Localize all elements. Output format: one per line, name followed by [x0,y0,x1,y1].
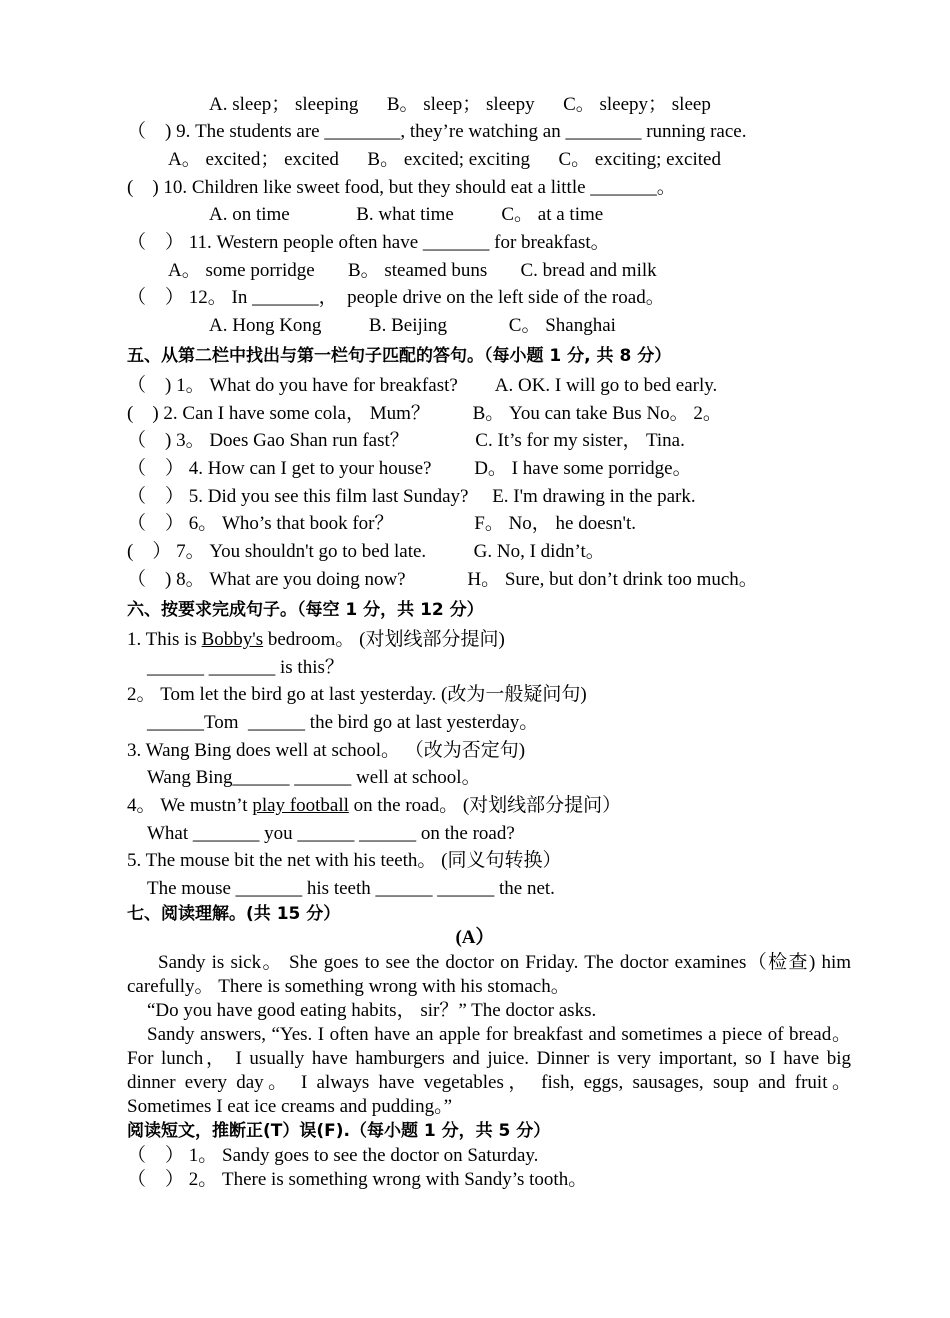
passage-title: (A） [455,927,495,948]
tf-item: （ ） 1。 Sandy goes to see the doctor on Saturday. [127,1145,539,1166]
passage-paragraph: Sandy is sick。 She goes to see the doctor on Friday. The doctor examines（检查) him carefully。 There is something wrong with his stomach。 [127,952,851,997]
match-row: （ ） 6。 Who’s that book for？ F。 No， he doesn't. [127,513,637,534]
match-row: （ ） 4. How can I get to your house? D。 I have some porridge。 [127,458,692,479]
q9-options: A。 excited； excited B。 excited; exciting C。 exciting; excited [168,149,721,170]
sentence-1-answer: ______ _______ is this？ [147,657,344,678]
match-row: （ ) 1。 What do you have for breakfast? A. OK. I will go to bed early. [127,375,718,396]
tf-heading: 阅读短文，推断正(T）误(F).（每小题 1 分，共 5 分） [127,1121,551,1141]
passage-paragraph: “Do you have good eating habits， sir？” The doctor asks. [147,1000,597,1021]
q8-options: A. sleep； sleeping B。 sleep； sleepy C。 sleepy； sleep [209,94,711,115]
match-row: ( ） 7。 You shouldn't go to bed late. G. No, I didn’t。 [127,541,605,562]
underlined-phrase: Bobby's [201,629,264,650]
q11-options: A。 some porridge B。 steamed buns C. bread and milk [168,260,657,281]
sentence-1: 1. This is Bobby's bedroom。 (对划线部分提问) [127,629,505,650]
sentence-5: 5. The mouse bit the net with his teeth。 (同义句转换） [127,850,562,871]
match-row: ( ) 2. Can I have some cola， Mum？ B。 You can take Bus No。 2。 [127,403,722,424]
sentence-2: 2。 Tom let the bird go at last yesterday. (改为一般疑问句) [127,684,587,705]
sentence-3: 3. Wang Bing does well at school。 （改为否定句) [127,740,526,761]
match-row: （ ) 3。 Does Gao Shan run fast？ C. It’s for my sister， Tina. [127,430,685,451]
sentence-4: 4。 We mustn’t play football on the road。 (对划线部分提问） [127,795,622,816]
sentence-3-answer: Wang Bing______ ______ well at school。 [147,767,481,788]
q11-question: （ ） 11. Western people often have _______ for breakfast。 [127,232,610,253]
section6-heading: 六、按要求完成句子。（每空 1 分，共 12 分） [127,600,484,620]
section7-heading: 七、阅读理解。(共 15 分） [127,904,341,924]
q12-question: （ ） 12。 In _______， people drive on the left side of the road。 [127,287,665,308]
sentence-4-answer: What _______ you ______ ______ on the road? [147,823,515,844]
match-row: （ ) 8。 What are you doing now? H。 Sure, but don’t drink too much。 [127,569,758,590]
q10-options: A. on time B. what time C。 at a time [209,204,604,225]
match-row: （ ） 5. Did you see this film last Sunday? E. I'm drawing in the park. [127,486,696,507]
section5-heading: 五、从第二栏中找出与第一栏句子匹配的答句。（每小题 1 分, 共 8 分） [127,346,672,366]
sentence-5-answer: The mouse _______ his teeth ______ ______ the net. [147,878,555,899]
q9-question: （ ) 9. The students are ________, they’re watching an ________ running race. [127,121,747,142]
sentence-2-answer: ______Tom ______ the bird go at last yesterday。 [147,712,539,733]
q12-options: A. Hong Kong B. Beijing C。 Shanghai [209,315,616,336]
underlined-phrase: play football [252,795,349,816]
tf-item: （ ） 2。 There is something wrong with Sandy’s tooth。 [127,1169,588,1190]
passage-paragraph: Sandy answers, “Yes. I often have an apple for breakfast and sometimes a piece of bread。 For lunch， I usually have hamburgers and juice. Dinner is very important, so I have big dinner every day。 I always have vegetables， fish, eggs, sausages, soup and fruit。 Sometimes I eat ice creams and pudding。” [127,1024,851,1117]
q10-question: ( ) 10. Children like sweet food, but they should eat a little _______。 [127,177,676,198]
